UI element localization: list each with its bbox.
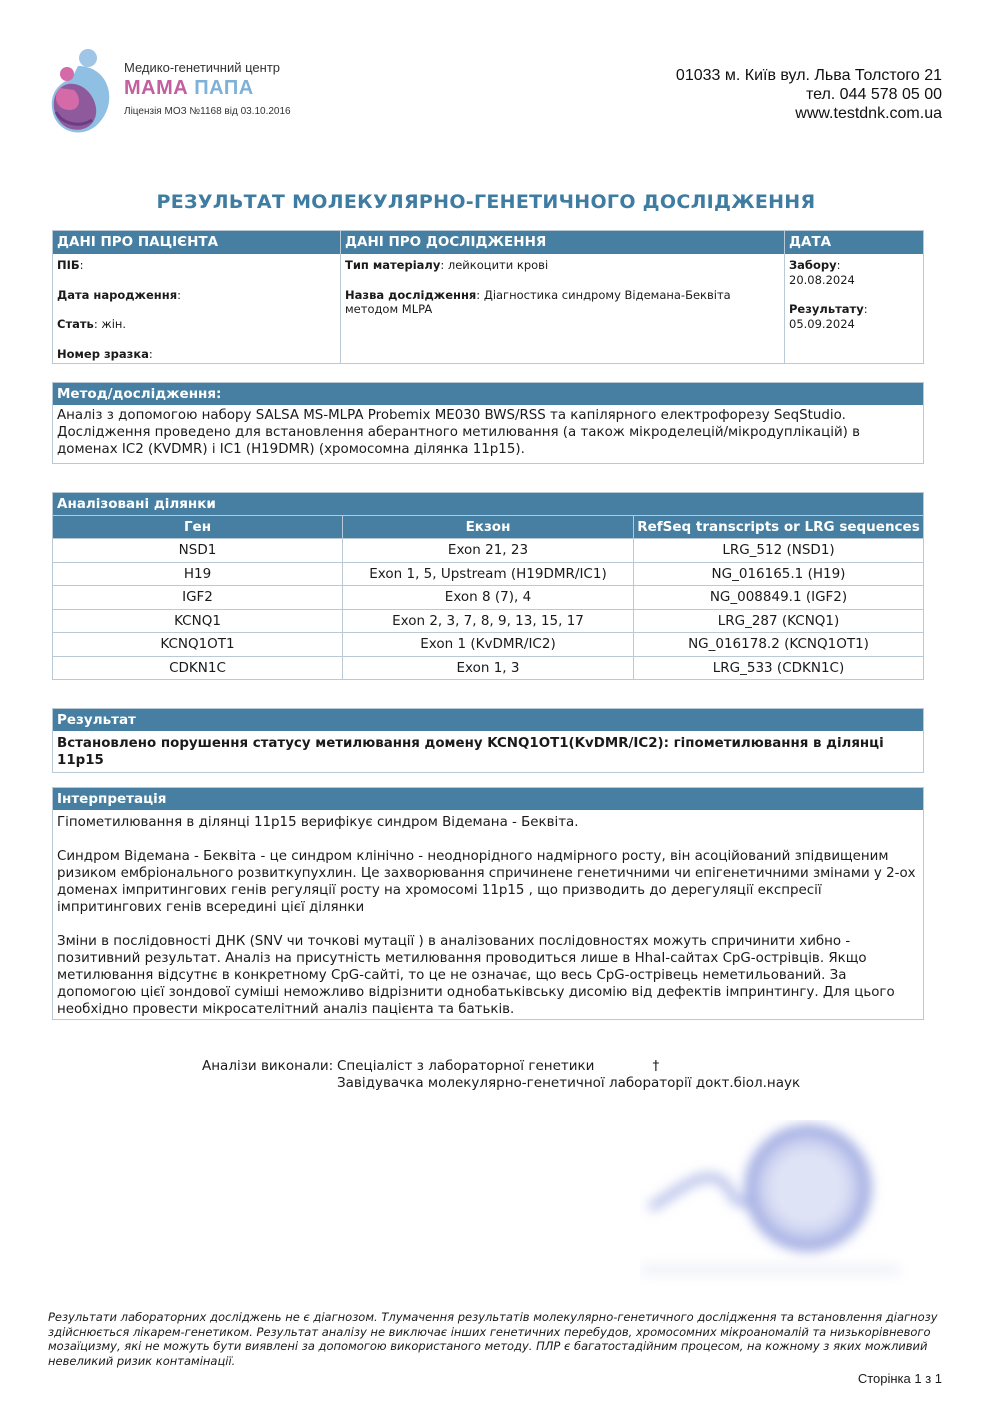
- material-value: лейкоцити крові: [447, 258, 549, 272]
- gene-cell: KCNQ1OT1: [53, 633, 343, 657]
- refseq-cell: LRG_512 (NSD1): [634, 539, 924, 563]
- exon-cell: Exon 2, 3, 7, 8, 9, 13, 15, 17: [343, 609, 634, 633]
- table-row: [53, 562, 924, 586]
- brand-mama: МАМА: [124, 77, 189, 99]
- refseq-cell: NG_016178.2 (KCNQ1OT1): [634, 633, 924, 657]
- contacts: [676, 66, 942, 123]
- address: 01033 м. Київ вул. Льва Толстого 21: [675, 67, 942, 84]
- sex-value: жін.: [101, 317, 127, 331]
- dagger-mark: †: [652, 1058, 660, 1074]
- result-block: [52, 708, 924, 773]
- table-row: [53, 656, 924, 680]
- center-label: Медико-генетичний центр: [124, 60, 281, 75]
- exon-cell: Exon 1, 3: [343, 656, 634, 680]
- table-row: [53, 633, 924, 657]
- result-date-label: Результату: [789, 302, 864, 316]
- signer-specialist: Спеціаліст з лабораторної генетики: [337, 1058, 595, 1074]
- column-header-exon: Екзон: [343, 516, 634, 539]
- collection-label: Забору: [789, 258, 837, 272]
- page-title: РЕЗУЛЬТАТ МОЛЕКУЛЯРНО-ГЕНЕТИЧНОГО ДОСЛІДЖЕННЯ: [156, 191, 816, 213]
- dob-label: Дата народження: [57, 287, 178, 302]
- study-heading: ДАНІ ПРО ДОСЛІДЖЕННЯ: [341, 231, 784, 254]
- method-text: Аналіз з допомогою набору SALSA MS-MLPA Probemix ME030 BWS/RSS та капілярного електрофорезу SeqStudio. Дослідження проведено для встановлення аберантного метилювання (а також мікроделецій/мікродуплікацій) в доменах IC2 (KVDMR) і IC1 (H19DMR) (хромосомна ділянка 11p15).: [57, 408, 861, 457]
- interpretation-paragraph: Зміни в послідовності ДНК (SNV чи точкові мутації ) в аналізованих послідовностях можуть спричинити хибно - позитивний результат. Аналіз на присутність метилювання проводиться лише в HhaI-сайтах CpG-острівців. Якщо метилювання відсутнє в конкретному CpG-сайті, то це не означає, що весь CpG-острівець неметильований. За допомогою цієї зондової суміші неможливо відрізнити однобатьківську дисомію від дефектів імпринтингу. Для цього необхідно провести мікросателітний аналіз пацієнта та батьків.: [57, 934, 895, 1017]
- refseq-cell: NG_008849.1 (IGF2): [634, 586, 924, 610]
- clinic-logo: [48, 44, 118, 134]
- interpretation-paragraph: Синдром Відемана - Беквіта - це синдром клінічно - неоднорідного надмірного росту, він асоційований зпідвищеним ризиком ембріонального розвиткупухлин. Це захворювання спричинене генетичними чи епігенетичними змінами у 2-ох доменах імпритингових генів регуляції росту на хромосомі 11p15 , що призводить до дерегуляції експресії імпритингових генів всередині цієї ділянки: [57, 849, 916, 915]
- patient-info-block: [52, 230, 924, 364]
- disclaimer: Результати лабораторних досліджень не є діагнозом. Тлумачення результатів молекулярно-генетичного дослідження та встановлення діагнозу здійснюється лікарем-генетиком. Результат аналізу не виключає інших генетичних перебудов, хромосомних мікроаномалій та низькорівневого мозаїцизму, які не можуть бути виявлені за допомогою використаного методу. ПЛР є багатостадійним процесом, на кожному з яких можливий невеликий ризик контамінації.: [48, 1310, 938, 1368]
- refseq-cell: NG_016165.1 (H19): [634, 562, 924, 586]
- table-row: [53, 539, 924, 563]
- column-header-refseq: RefSeq transcripts or LRG sequences: [634, 516, 924, 539]
- brand-name: [124, 77, 291, 100]
- table-row: [53, 609, 924, 633]
- result-text: Встановлено порушення статусу метилювання домену KCNQ1OT1(KvDMR/IC2): гіпометилювання в ділянці 11p15: [57, 736, 884, 768]
- method-block: [52, 382, 924, 464]
- signer-head: Завідувачка молекулярно-генетичної лабораторії докт.біол.наук: [337, 1075, 801, 1091]
- gene-cell: H19: [53, 562, 343, 586]
- interpretation-paragraph: Гіпометилювання в ділянці 11p15 верифікує синдром Відемана - Беквіта.: [57, 815, 579, 830]
- sample-label: Номер зразка: [57, 346, 149, 361]
- gene-cell: KCNQ1: [53, 609, 343, 633]
- gene-cell: CDKN1C: [53, 656, 343, 680]
- exon-cell: Exon 1, 5, Upstream (H19DMR/IC1): [343, 562, 634, 586]
- phone: тел. 044 578 05 00: [805, 86, 942, 103]
- brand-papa: ПАПА: [194, 77, 254, 99]
- gene-cell: IGF2: [53, 586, 343, 610]
- exon-cell: Exon 8 (7), 4: [343, 586, 634, 610]
- study-column: ДАНІ ПРО ДОСЛІДЖЕННЯ Тип матеріалу: лейкоцити крові Назва дослідження: Діагностика синдрому Відемана-Беквіта методом MLPA: [341, 231, 785, 363]
- interpretation-heading: Інтерпретація: [53, 788, 923, 810]
- material-label: Тип матеріалу: [345, 258, 441, 272]
- signatures-label: Аналізи виконали:: [202, 1058, 334, 1074]
- study-name-label: Назва дослідження: [345, 287, 477, 302]
- interpretation-block: [52, 787, 924, 1020]
- exon-cell: Exon 1 (KvDMR/IC2): [343, 633, 634, 657]
- dates-heading: ДАТА: [785, 231, 923, 254]
- result-heading: Результат: [53, 709, 923, 731]
- page-number: Сторінка 1 з 1: [857, 1371, 942, 1386]
- method-heading: Метод/дослідження:: [53, 383, 923, 405]
- dates-column: ДАТА Забору: 20.08.2024 Результату: 05.09.2024: [785, 231, 923, 363]
- patient-heading: ДАНІ ПРО ПАЦІЄНТА: [53, 231, 340, 254]
- result-date: 05.09.2024: [789, 316, 855, 331]
- analyzed-regions-table: [52, 492, 924, 680]
- exon-cell: Exon 21, 23: [343, 539, 634, 563]
- refseq-cell: LRG_533 (CDKN1C): [634, 656, 924, 680]
- refseq-cell: LRG_287 (KCNQ1): [634, 609, 924, 633]
- clinic-brand: [124, 60, 291, 117]
- signatures: [202, 1058, 800, 1092]
- collection-date: 20.08.2024: [789, 272, 855, 287]
- patient-column: ДАНІ ПРО ПАЦІЄНТА ПІБ: Дата народження: Стать: жін. Номер зразка:: [53, 231, 341, 363]
- regions-heading: Аналізовані ділянки: [53, 493, 924, 516]
- table-row: [53, 586, 924, 610]
- name-label: ПІБ: [57, 258, 80, 272]
- website[interactable]: www.testdnk.com.ua: [795, 105, 942, 122]
- stamp-and-signature-image: [640, 1120, 910, 1290]
- license: Ліцензія МОЗ №1168 від 03.10.2016: [124, 106, 291, 117]
- column-header-gene: Ген: [53, 516, 343, 539]
- study-name-value: Діагностика синдрому Відемана-Беквіта методом MLPA: [345, 287, 731, 316]
- sex-label: Стать: [57, 317, 94, 331]
- gene-cell: NSD1: [53, 539, 343, 563]
